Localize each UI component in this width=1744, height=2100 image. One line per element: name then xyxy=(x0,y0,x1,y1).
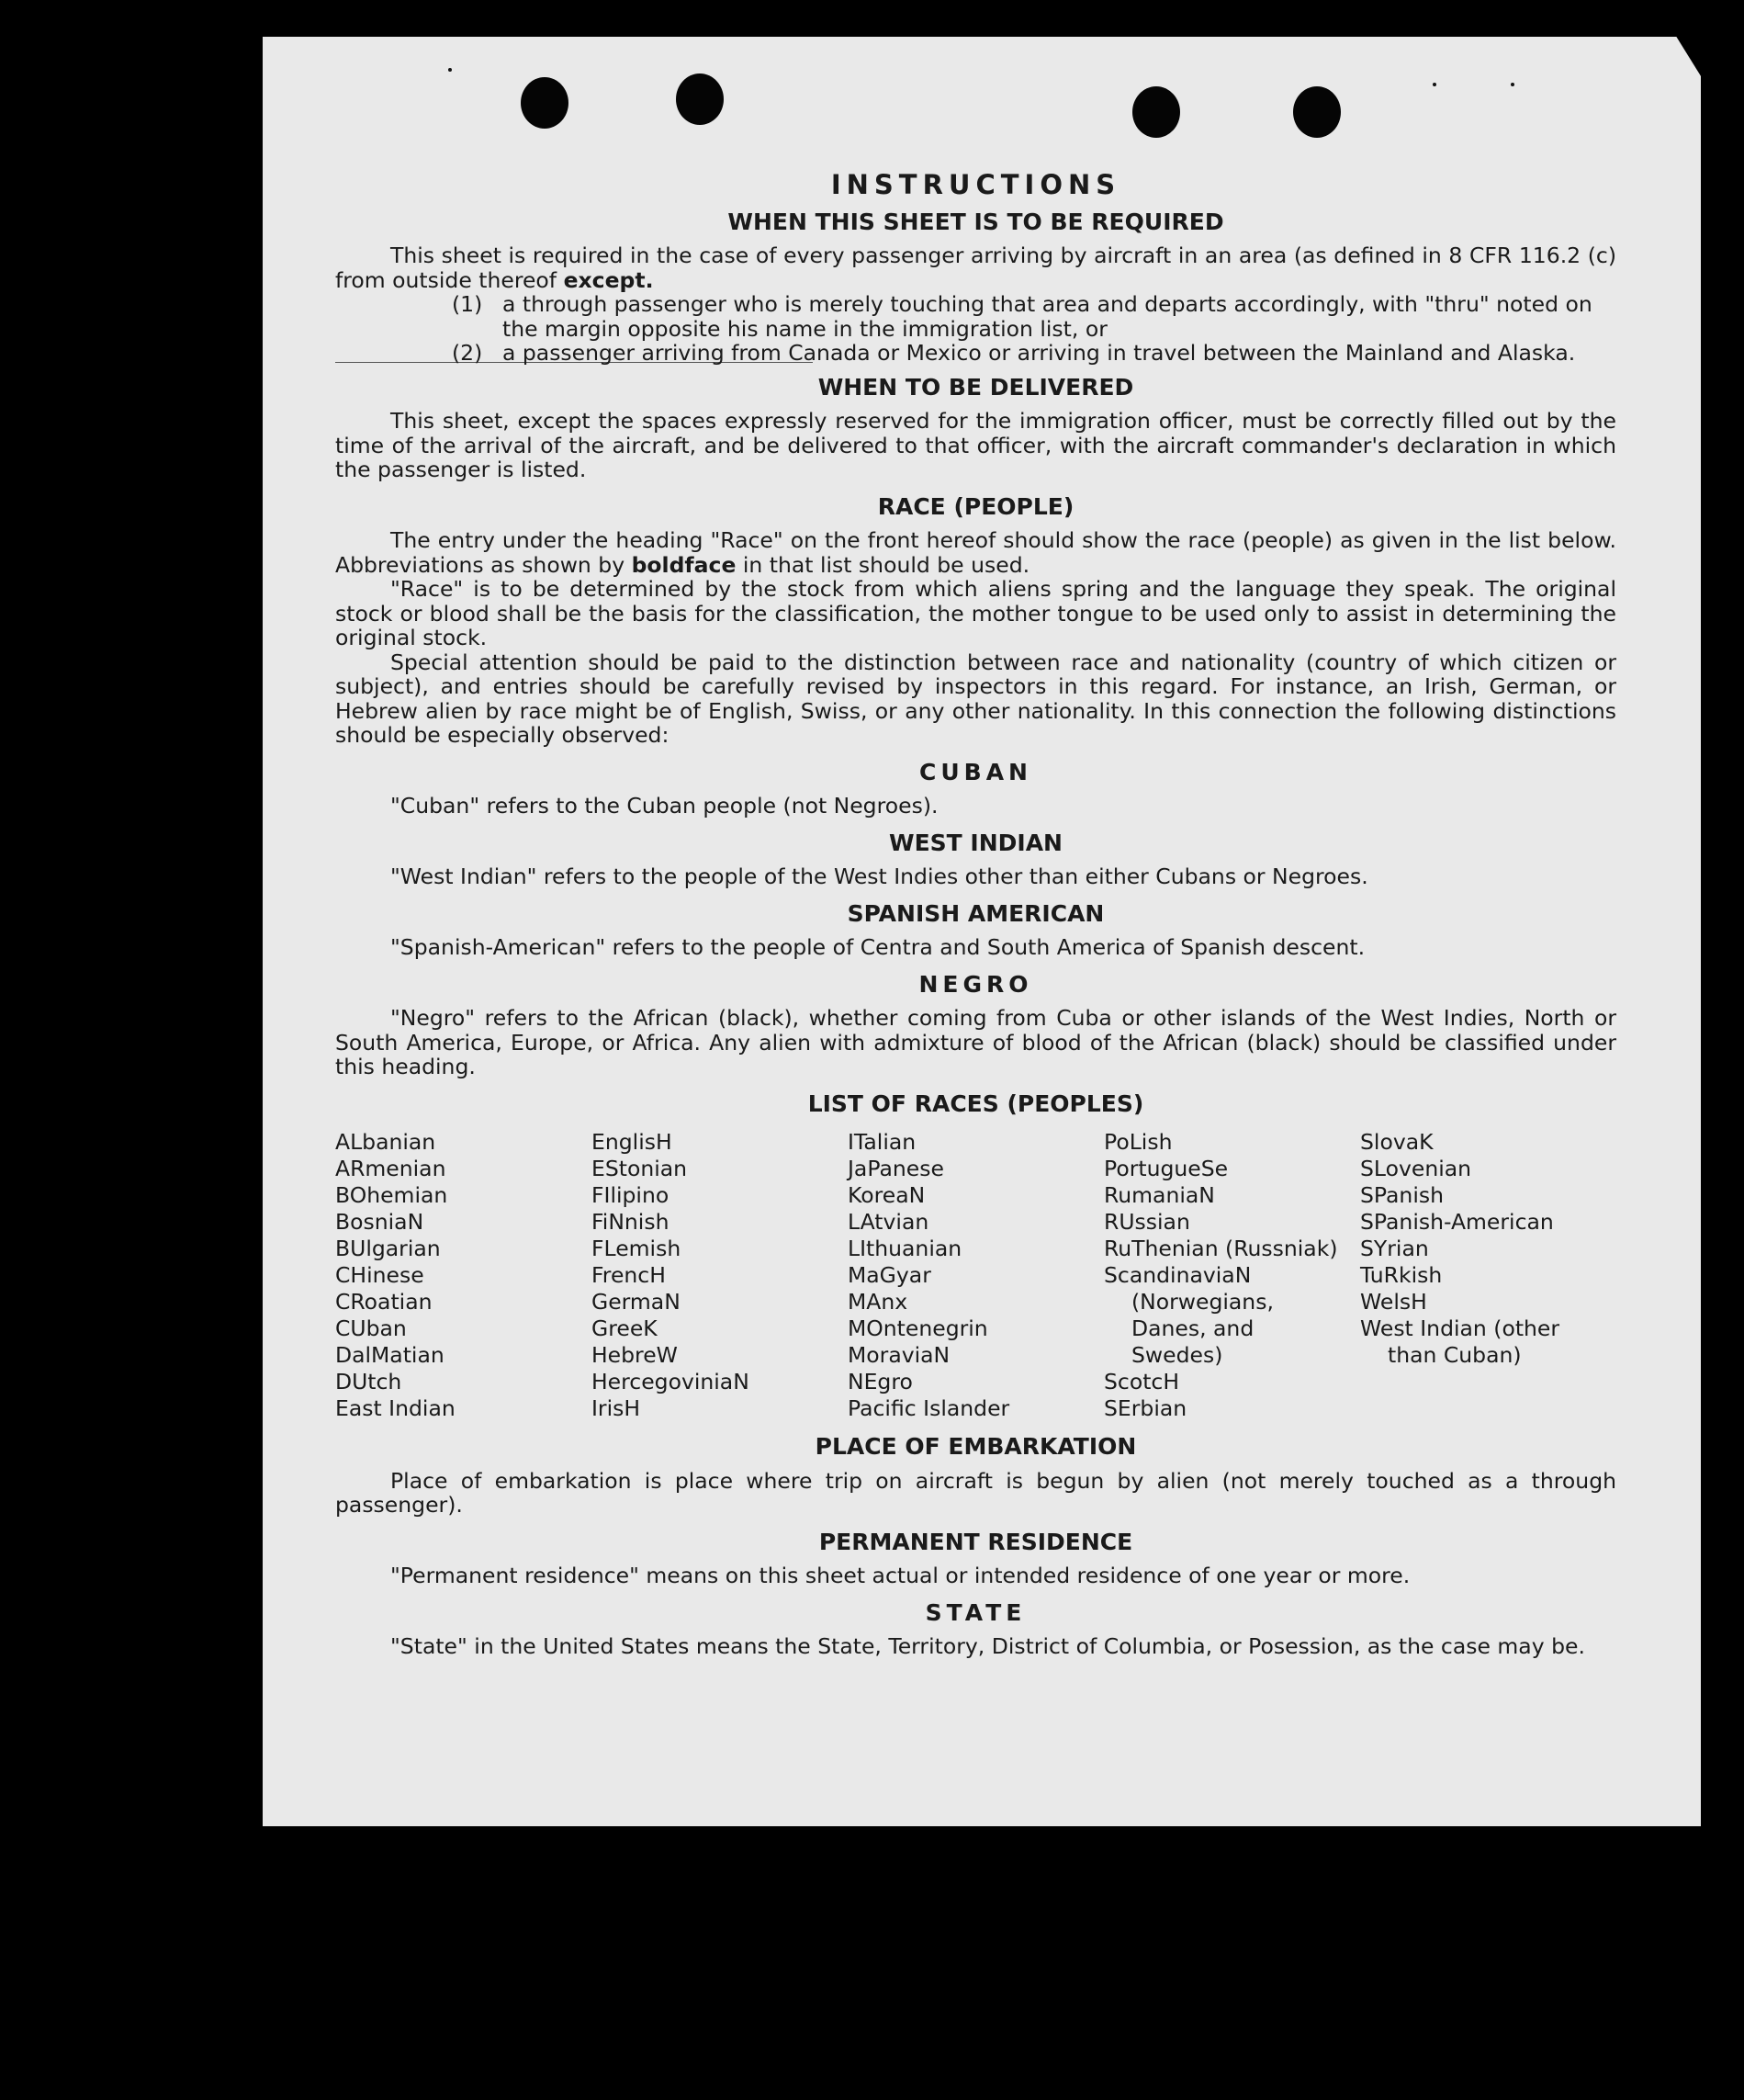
race-item: EStonian xyxy=(591,1156,688,1181)
race-item: FIlipino xyxy=(591,1182,669,1208)
race-item: MoraviaN xyxy=(848,1342,951,1368)
races-column xyxy=(1104,1129,1360,1422)
race-item: MaGyar xyxy=(848,1262,931,1288)
race-item: KoreaN xyxy=(848,1182,926,1208)
section-heading: CUBAN xyxy=(919,758,1032,785)
section-heading: WEST INDIAN xyxy=(889,829,1063,856)
race-item: ARmenian xyxy=(335,1156,446,1181)
race-item: CUban xyxy=(335,1315,407,1341)
race-item: SLovenian xyxy=(1360,1156,1472,1181)
races-column xyxy=(1360,1129,1616,1422)
list-item: (1) a through passenger who is merely touching that area and departs accordingly, with "thru" noted on the margin opposite his name in the immigration list, or xyxy=(452,291,1592,342)
section-heading: LIST OF RACES (PEOPLES) xyxy=(807,1090,1144,1117)
race-item: Swedes) xyxy=(1131,1342,1223,1368)
punch-hole xyxy=(676,73,724,125)
punch-hole xyxy=(1132,86,1180,138)
race-item: NEgro xyxy=(848,1369,913,1394)
race-item: PortugueSe xyxy=(1104,1156,1229,1181)
race-item: TuRkish xyxy=(1360,1262,1443,1288)
race-item: than Cuban) xyxy=(1388,1342,1522,1368)
race-item: DalMatian xyxy=(335,1342,444,1368)
race-item: BosniaN xyxy=(335,1209,424,1235)
race-item: WelsH xyxy=(1360,1289,1427,1315)
dust-speck xyxy=(1511,83,1514,86)
page-title: INSTRUCTIONS xyxy=(830,169,1121,200)
race-item: FiNnish xyxy=(591,1209,669,1235)
race-item: PoLish xyxy=(1104,1129,1173,1155)
race-item: ITalian xyxy=(848,1129,917,1155)
section-heading: WHEN TO BE DELIVERED xyxy=(817,373,1134,401)
race-item: RumaniaN xyxy=(1104,1182,1215,1208)
races-column xyxy=(591,1129,848,1422)
race-item: LAtvian xyxy=(848,1209,929,1235)
race-item: HebreW xyxy=(591,1342,678,1368)
races-list xyxy=(335,1129,1616,1422)
race-item: ScotcH xyxy=(1104,1369,1180,1394)
section-heading: PLACE OF EMBARKATION xyxy=(815,1433,1137,1460)
race-item: CRoatian xyxy=(335,1289,433,1315)
dust-speck xyxy=(1433,83,1436,86)
race-item: BOhemian xyxy=(335,1182,448,1208)
section-heading: SPANISH AMERICAN xyxy=(847,899,1105,927)
race-item: ScandinaviaN xyxy=(1104,1262,1252,1288)
race-item: CHinese xyxy=(335,1262,424,1288)
race-item: BUlgarian xyxy=(335,1236,441,1261)
race-item: FLemish xyxy=(591,1236,681,1261)
paragraph: This sheet is required in the case of every passenger arriving by aircraft in an area (as defined in 8 CFR 116.2 (c) from outside thereof except. xyxy=(335,243,1616,293)
race-item: GreeK xyxy=(591,1315,658,1341)
race-item: West Indian (other xyxy=(1360,1315,1560,1341)
paragraph: "Cuban" refers to the Cuban people (not Negroes). xyxy=(390,793,939,819)
race-item: Danes, and xyxy=(1131,1315,1255,1341)
race-item: East Indian xyxy=(335,1395,456,1421)
race-item: EnglisH xyxy=(591,1129,672,1155)
section-heading: STATE xyxy=(925,1598,1027,1626)
race-item: RuThenian (Russniak) xyxy=(1104,1236,1338,1261)
paragraph: "State" in the United States means the State, Territory, District of Columbia, or Posession, as the case may be. xyxy=(390,1633,1585,1659)
paragraph: "Spanish-American" refers to the people of Centra and South America of Spanish descent. xyxy=(390,934,1366,960)
race-item: JaPanese xyxy=(848,1156,944,1181)
race-item: SPanish-American xyxy=(1360,1209,1554,1235)
race-item: SPanish xyxy=(1360,1182,1444,1208)
race-item: GermaN xyxy=(591,1289,681,1315)
race-item: LIthuanian xyxy=(848,1236,962,1261)
races-column xyxy=(335,1129,591,1422)
race-item: MOntenegrin xyxy=(848,1315,988,1341)
section-heading: WHEN THIS SHEET IS TO BE REQUIRED xyxy=(727,208,1224,235)
race-item: Pacific Islander xyxy=(848,1395,1010,1421)
race-item: RUssian xyxy=(1104,1209,1190,1235)
paragraph: "Negro" refers to the African (black), whether coming from Cuba or other islands of the West Indies, North or South America, Europe, or Africa. Any alien with admixture of blood of the African (black) should be classified under this heading. xyxy=(335,1005,1616,1079)
dust-speck xyxy=(448,68,452,72)
race-item: SErbian xyxy=(1104,1395,1187,1421)
race-item: SlovaK xyxy=(1360,1129,1434,1155)
paragraph: "Permanent residence" means on this sheet actual or intended residence of one year or more. xyxy=(390,1563,1411,1588)
punch-hole xyxy=(521,77,568,129)
race-item: SYrian xyxy=(1360,1236,1429,1261)
paragraph: Place of embarkation is place where trip on aircraft is begun by alien (not merely touched as a through passenger). xyxy=(335,1467,1616,1518)
paragraph: This sheet, except the spaces expressly reserved for the immigration officer, must be correctly filled out by the time of the arrival of the aircraft, and be delivered to that officer, with the aircraft commander's declaration in which the passenger is listed. xyxy=(335,408,1616,482)
race-item: FrencH xyxy=(591,1262,666,1288)
race-item: IrisH xyxy=(591,1395,641,1421)
punch-hole xyxy=(1293,86,1341,138)
race-item: (Norwegians, xyxy=(1131,1289,1274,1315)
races-column xyxy=(848,1129,1104,1422)
exception-list xyxy=(335,292,1616,366)
paragraph: Special attention should be paid to the distinction between race and nationality (country of which citizen or subject), and entries should be carefully revised by inspectors in this regard. For instance, an Irish, German, or Hebrew alien by race might be of English, Swiss, or any other nationality. In this connection the following distinctions should be especially observed: xyxy=(335,649,1616,748)
race-item: HercegoviniaN xyxy=(591,1369,749,1394)
section-heading: NEGRO xyxy=(918,970,1033,998)
race-item: MAnx xyxy=(848,1289,908,1315)
race-item: DUtch xyxy=(335,1369,402,1394)
paragraph: "West Indian" refers to the people of the West Indies other than either Cubans or Negroes. xyxy=(390,864,1368,889)
section-heading: RACE (PEOPLE) xyxy=(877,492,1075,520)
section-heading: PERMANENT RESIDENCE xyxy=(818,1528,1133,1555)
list-item: (2) a passenger arriving from Canada or Mexico or arriving in travel between the Mainland and Alaska. xyxy=(452,340,1576,366)
instructions-content xyxy=(335,169,1616,1659)
paragraph: The entry under the heading "Race" on the front hereof should show the race (people) as given in the list below. Abbreviations as shown by boldface in that list should be used. xyxy=(335,527,1616,578)
paragraph: "Race" is to be determined by the stock from which aliens spring and the language they speak. The original stock or blood shall be the basis for the classification, the mother tongue to be used only to assist in determining the original stock. xyxy=(335,576,1616,650)
race-item: ALbanian xyxy=(335,1129,436,1155)
